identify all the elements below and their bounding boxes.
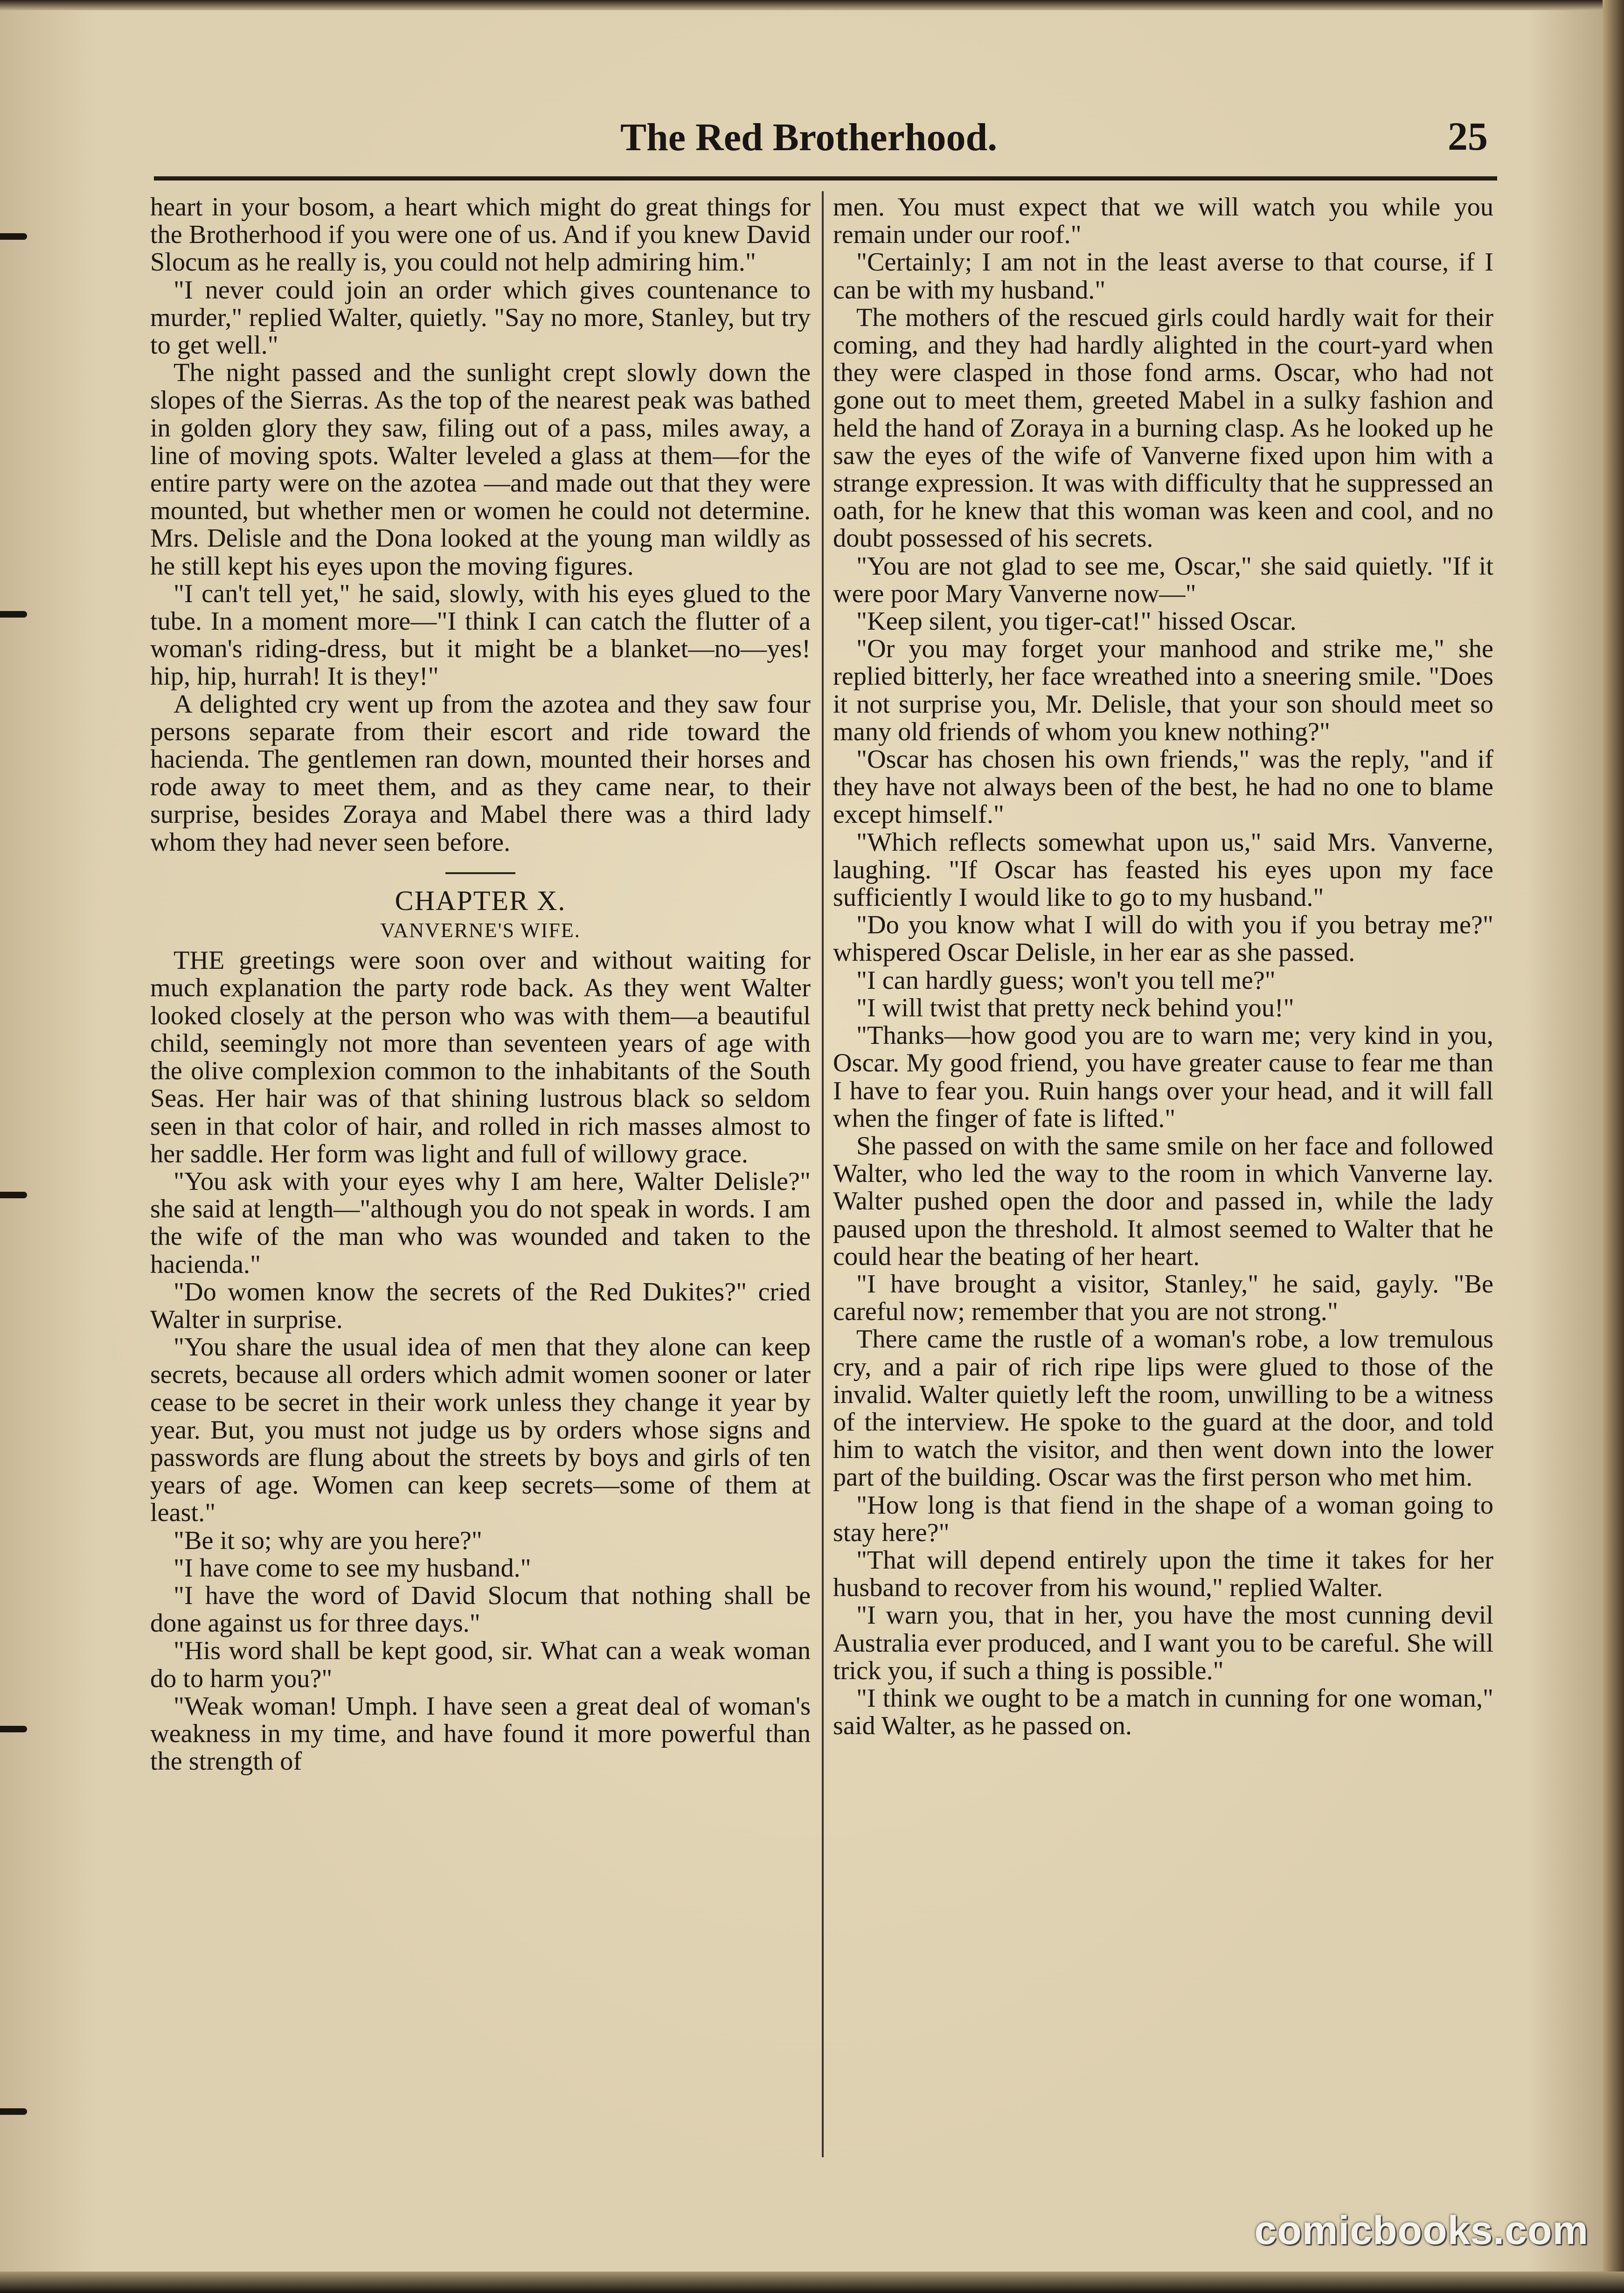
paragraph: "I have the word of David Slocum that nothing shall be done against us for three days." [150, 1581, 811, 1638]
paragraph: "You ask with your eyes why I am here, Walter Delisle?" she said at length—"although you do not speak in words. I am the wife of the man who was wounded and taken to the hacienda." [150, 1167, 811, 1279]
binding-stitch [0, 233, 27, 240]
chapter-subtitle: VANVERNE'S WIFE. [380, 919, 581, 942]
paragraph: "Do you know what I will do with you if you betray me?" whispered Oscar Delisle, in her ear as she passed. [833, 910, 1493, 967]
paragraph: men. You must expect that we will watch you while you remain under our roof." [833, 193, 1493, 250]
binding-stitch [0, 611, 27, 618]
page-top-edge [0, 0, 1624, 10]
paragraph: "I will twist that pretty neck behind you!" [856, 993, 1294, 1022]
right-column [833, 194, 1493, 1740]
paragraph: "I have come to see my husband." [174, 1553, 531, 1583]
running-title: The Red Brotherhood. [620, 116, 998, 159]
chapter-title: CHAPTER X. [395, 885, 566, 916]
paragraph: There came the rustle of a woman's robe, a low tremulous cry, and a pair of rich ripe lips were glued to those of the invalid. Walter quietly left the room, unwilling to be a witness of the interview. He spoke to the guard at the door, and told him to watch the visitor, and then went down into the lower part of the building. Oscar was the first person who met him. [833, 1325, 1493, 1492]
paragraph: "I never could join an order which gives countenance to murder," replied Walter, quietly. "Say no more, Stanley, but try to get well." [150, 275, 811, 360]
paragraph: "Or you may forget your manhood and strike me," she replied bitterly, her face wreathed into a sneering smile. "Does it not surprise you, Mr. Delisle, that your son should meet so many old friends of whom you knew nothing?" [833, 634, 1493, 746]
page-header [154, 106, 1497, 162]
column-divider [822, 191, 824, 2157]
paragraph: "I can't tell yet," he said, slowly, with his eyes glued to the tube. In a moment more—"I think I can catch the flutter of a woman's riding-dress, but it might be a blanket—no—yes! hip, hip, hurrah! It is they!" [150, 579, 811, 691]
header-rule [154, 176, 1497, 181]
paragraph: "Certainly; I am not in the least averse to that course, if I can be with my husband." [833, 248, 1493, 305]
paragraph: "Do women know the secrets of the Red Dukites?" cried Walter in surprise. [150, 1277, 811, 1334]
paragraph: "I warn you, that in her, you have the most cunning devil Australia ever produced, and I want you to be careful. She will trick you, if such a thing is possible." [833, 1601, 1493, 1685]
watermark: comicbooks.com [1254, 2208, 1589, 2253]
binding-stitch [0, 2108, 27, 2115]
paragraph: "Thanks—how good you are to warn me; very kind in you, Oscar. My good friend, you have greater cause to fear me than I have to fear you. Ruin hangs over your head, and it will fall when the finger of fate is lifted." [833, 1021, 1493, 1133]
paragraph: The night passed and the sunlight crept slowly down the slopes of the Sierras. As the top of the nearest peak was bathed in golden glory they saw, filing out of a pass, miles away, a line of moving spots. Walter leveled a glass at them—for the entire party were on the azotea —and made out that they were mounted, but whether men or women he could not determine. Mrs. Delisle and the Dona looked at the young man wildly as he still kept his eyes upon the moving figures. [150, 358, 811, 581]
paragraph: "Keep silent, you tiger-cat!" hissed Oscar. [856, 607, 1297, 636]
paragraph: She passed on with the same smile on her face and followed Walter, who led the way to the room in which Vanverne lay. Walter pushed open the door and passed in, while the lady paused upon the threshold. It almost seemed to Walter that he could hear the beating of her heart. [833, 1131, 1493, 1271]
paragraph: "I think we ought to be a match in cunning for one woman," said Walter, as he passed on. [833, 1683, 1493, 1741]
page-right-edge [1603, 0, 1624, 2293]
paragraph: The mothers of the rescued girls could hardly wait for their coming, and they had hardly alighted in the court-yard when they were clasped in those fond arms. Oscar, who had not gone out to meet them, greeted Mabel in a sulky fashion and held the hand of Zoraya in a burning clasp. As he looked up he saw the eyes of the wife of Vanverne fixed upon him with a strange expression. It was with difficulty that he suppressed an oath, for he knew that this woman was keen and cool, and no doubt possessed of his secrets. [833, 303, 1493, 553]
paragraph: "I have brought a visitor, Stanley," he said, gayly. "Be careful now; remember that you are not strong." [833, 1269, 1493, 1327]
paragraph: "Weak woman! Umph. I have seen a great deal of woman's weakness in my time, and have found it more powerful than the strength of [150, 1691, 811, 1776]
paragraph: heart in your bosom, a heart which might do great things for the Brotherhood if you were one of us. And if you knew David Slocum as he really is, you could not help admiring him." [150, 193, 811, 277]
paragraph: "His word shall be kept good, sir. What can a weak woman do to harm you?" [150, 1636, 811, 1693]
page-number: 25 [1448, 114, 1488, 159]
paragraph: "That will depend entirely upon the time it takes for her husband to recover from his wound," replied Walter. [833, 1545, 1493, 1603]
paragraph: "Which reflects somewhat upon us," said Mrs. Vanverne, laughing. "If Oscar has feasted his eyes upon my face sufficiently I would like to go to my husband." [833, 827, 1493, 912]
left-column [150, 194, 811, 1775]
chapter-divider [445, 872, 515, 874]
paragraph: "Oscar has chosen his own friends," was the reply, "and if they have not always been of the best, he had no one to blame except himself." [833, 745, 1493, 829]
paragraph: THE greetings were soon over and without waiting for much explanation the party rode back. As they went Walter looked closely at the person who was with them—a beautiful child, seemingly not more than seventeen years of age with the olive complexion common to the inhabitants of the South Seas. Her hair was of that shining lustrous black so seldom seen in that color of hair, and rolled in rich masses almost to her saddle. Her form was light and full of willowy grace. [150, 946, 811, 1168]
paragraph: "Be it so; why are you here?" [174, 1526, 482, 1555]
binding-stitch [0, 1192, 27, 1198]
paragraph: "How long is that fiend in the shape of a woman going to stay here?" [833, 1490, 1493, 1547]
paragraph: "You share the usual idea of men that they alone can keep secrets, because all orders which admit women sooner or later cease to be secret in their work unless they change it year by year. But, you must not judge us by orders whose signs and passwords are flung about the streets by boys and girls of ten years of age. Women can keep secrets—some of them at least." [150, 1333, 811, 1528]
binding-stitch [0, 1726, 27, 1732]
paragraph: A delighted cry went up from the azotea and they saw four persons separate from their escort and ride toward the hacienda. The gentlemen ran down, mounted their horses and rode away to meet them, and as they came near, to their surprise, besides Zoraya and Mabel there was a third lady whom they had never seen before. [150, 689, 811, 857]
paragraph: "You are not glad to see me, Oscar," she said quietly. "If it were poor Mary Vanverne now—" [833, 551, 1493, 608]
page-bottom-edge [0, 2272, 1624, 2293]
paragraph: "I can hardly guess; won't you tell me?" [856, 966, 1276, 995]
